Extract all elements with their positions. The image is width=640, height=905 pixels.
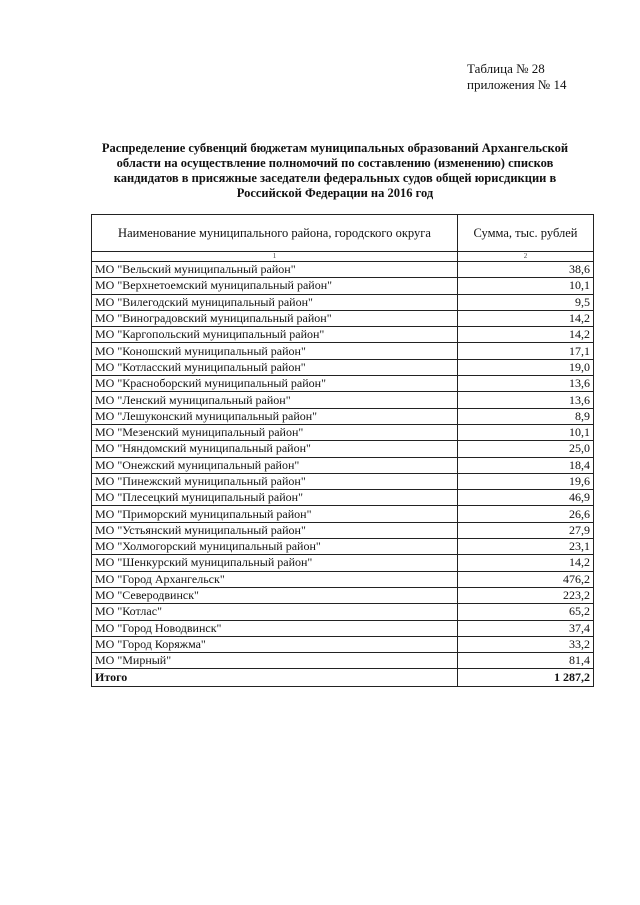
title-line: кандидатов в присяжные заседатели федеральных судов общей юрисдикции в	[113, 171, 557, 185]
amount-value: 46,9	[458, 490, 594, 506]
subvention-table	[91, 214, 594, 687]
municipality-name: МО "Няндомский муниципальный район"	[92, 441, 458, 457]
table-row	[92, 278, 594, 294]
table-row	[92, 376, 594, 392]
municipality-name: МО "Онежский муниципальный район"	[92, 457, 458, 473]
municipality-name: МО "Шенкурский муниципальный район"	[92, 555, 458, 571]
amount-value: 10,1	[458, 278, 594, 294]
amount-value: 65,2	[458, 604, 594, 620]
column-header-amount: Сумма, тыс. рублей	[458, 215, 594, 252]
amount-value: 81,4	[458, 653, 594, 669]
amount-value: 38,6	[458, 262, 594, 278]
total-row	[92, 669, 594, 687]
amount-value: 14,2	[458, 555, 594, 571]
amount-value: 14,2	[458, 327, 594, 343]
amount-value: 26,6	[458, 506, 594, 522]
column-number: 1	[92, 252, 458, 262]
table-row	[92, 424, 594, 440]
municipality-name: МО "Холмогорский муниципальный район"	[92, 539, 458, 555]
table-row	[92, 506, 594, 522]
municipality-name: МО "Красноборский муниципальный район"	[92, 376, 458, 392]
table-row	[92, 310, 594, 326]
municipality-name: МО "Ленский муниципальный район"	[92, 392, 458, 408]
municipality-name: МО "Котласский муниципальный район"	[92, 359, 458, 375]
amount-value: 223,2	[458, 587, 594, 603]
municipality-name: МО "Виноградовский муниципальный район"	[92, 310, 458, 326]
amount-value: 8,9	[458, 408, 594, 424]
amount-value: 19,0	[458, 359, 594, 375]
amount-value: 14,2	[458, 310, 594, 326]
total-amount: 1 287,2	[458, 669, 594, 687]
table-number: Таблица № 28	[467, 61, 545, 76]
municipality-name: МО "Мезенский муниципальный район"	[92, 424, 458, 440]
table-row	[92, 653, 594, 669]
table-body	[92, 252, 594, 669]
document-title	[80, 141, 590, 201]
municipality-name: МО "Коношский муниципальный район"	[92, 343, 458, 359]
table-row	[92, 522, 594, 538]
amount-value: 476,2	[458, 571, 594, 587]
municipality-name: МО "Приморский муниципальный район"	[92, 506, 458, 522]
table-reference	[467, 61, 566, 93]
table-row	[92, 457, 594, 473]
table-row	[92, 571, 594, 587]
column-number-row	[92, 252, 594, 262]
table-row	[92, 359, 594, 375]
municipality-name: МО "Город Архангельск"	[92, 571, 458, 587]
municipality-name: МО "Город Коряжма"	[92, 636, 458, 652]
amount-value: 27,9	[458, 522, 594, 538]
amount-value: 19,6	[458, 473, 594, 489]
amount-value: 13,6	[458, 392, 594, 408]
amount-value: 17,1	[458, 343, 594, 359]
table-row	[92, 604, 594, 620]
title-line: Распределение субвенций бюджетам муниципальных образований Архангельской	[101, 141, 569, 155]
amount-value: 25,0	[458, 441, 594, 457]
amount-value: 10,1	[458, 424, 594, 440]
table-row	[92, 343, 594, 359]
municipality-name: МО "Мирный"	[92, 653, 458, 669]
amount-value: 37,4	[458, 620, 594, 636]
table-row	[92, 636, 594, 652]
table-row	[92, 539, 594, 555]
table-row	[92, 587, 594, 603]
title-line: Российской Федерации на 2016 год	[236, 186, 434, 200]
municipality-name: МО "Вилегодский муниципальный район"	[92, 294, 458, 310]
municipality-name: МО "Лешуконский муниципальный район"	[92, 408, 458, 424]
total-label: Итого	[92, 669, 458, 687]
municipality-name: МО "Устьянский муниципальный район"	[92, 522, 458, 538]
municipality-name: МО "Город Новодвинск"	[92, 620, 458, 636]
municipality-name: МО "Котлас"	[92, 604, 458, 620]
table-row	[92, 392, 594, 408]
amount-value: 33,2	[458, 636, 594, 652]
municipality-name: МО "Каргопольский муниципальный район"	[92, 327, 458, 343]
amount-value: 13,6	[458, 376, 594, 392]
table-header	[92, 215, 594, 252]
municipality-name: МО "Пинежский муниципальный район"	[92, 473, 458, 489]
table-row	[92, 490, 594, 506]
table-row	[92, 262, 594, 278]
municipality-name: МО "Плесецкий муниципальный район"	[92, 490, 458, 506]
table-row	[92, 408, 594, 424]
amount-value: 23,1	[458, 539, 594, 555]
column-header-name: Наименование муниципального района, городского округа	[92, 215, 458, 252]
amount-value: 18,4	[458, 457, 594, 473]
table-row	[92, 473, 594, 489]
title-line: области на осуществление полномочий по составлению (изменению) списков	[116, 156, 554, 170]
municipality-name: МО "Северодвинск"	[92, 587, 458, 603]
table-row	[92, 441, 594, 457]
amount-value: 9,5	[458, 294, 594, 310]
appendix-number: приложения № 14	[467, 77, 567, 92]
municipality-name: МО "Верхнетоемский муниципальный район"	[92, 278, 458, 294]
table-row	[92, 294, 594, 310]
table-row	[92, 555, 594, 571]
table-row	[92, 620, 594, 636]
table-row	[92, 327, 594, 343]
column-number: 2	[458, 252, 594, 262]
municipality-name: МО "Вельский муниципальный район"	[92, 262, 458, 278]
